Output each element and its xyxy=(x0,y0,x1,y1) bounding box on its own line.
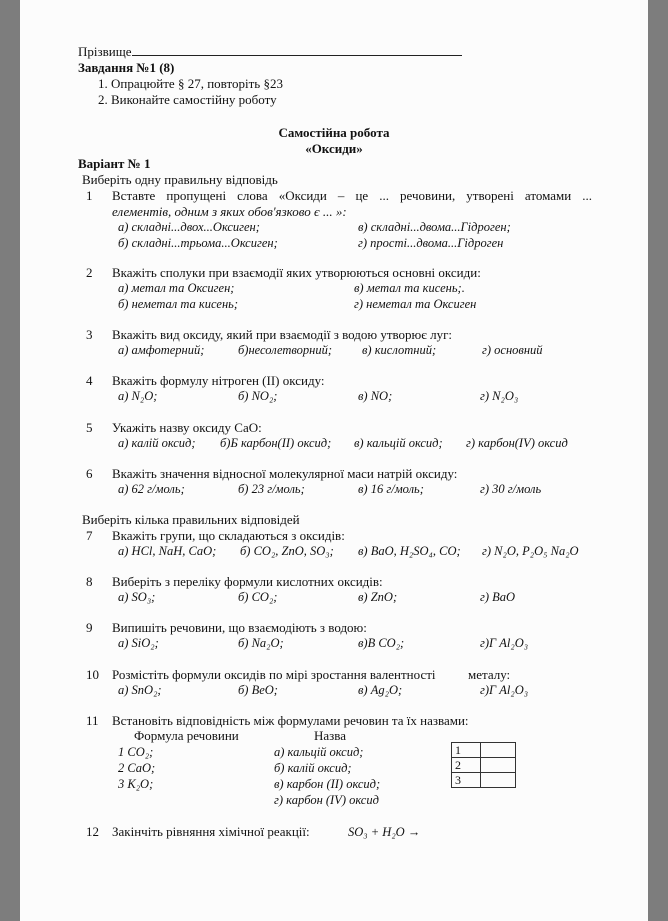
answer-option: а) метал та Оксиген; xyxy=(118,281,235,295)
answer-option: а) SO₃; xyxy=(118,590,156,604)
name-item: б) калій оксид; xyxy=(274,761,352,775)
answer-option: в) кислотний; xyxy=(362,343,437,357)
answer-option: а) HCl, NaH, CaO; xyxy=(118,544,217,558)
column-header-formula: Формула речовини xyxy=(134,728,239,743)
task-title: Завдання №1 (8) xyxy=(78,60,175,75)
work-title: Самостійна робота xyxy=(278,125,390,140)
answer-option: г) неметал та Оксиген xyxy=(354,297,477,311)
row-number: 3 xyxy=(452,773,481,788)
answer-option: г) BaO xyxy=(480,590,516,604)
answer-option: а) складні...двох...Оксиген; xyxy=(118,220,260,234)
answer-option: б)Б карбон(ІІ) оксид; xyxy=(220,436,332,450)
surname-label: Прізвище xyxy=(78,44,132,59)
answer-option: г)Г Al₂O₃ xyxy=(480,683,529,697)
question-text: Вкажіть вид оксиду, який при взаємодії з водою утворює луг: xyxy=(112,327,453,342)
table-row xyxy=(452,758,516,773)
question-number: 6 xyxy=(86,466,93,481)
question-number: 8 xyxy=(86,574,93,589)
table-row xyxy=(452,773,516,788)
answer-cell[interactable] xyxy=(481,758,516,773)
surname-blank xyxy=(132,44,462,56)
question-number: 7 xyxy=(86,528,93,543)
answer-option: в) 16 г/моль; xyxy=(358,482,424,496)
answer-option: а) SnO₂; xyxy=(118,683,162,697)
question-text-cont: елементів, одним з яких обов'язково є ... »: xyxy=(112,204,347,219)
formula-item: 3 K₂O; xyxy=(118,777,154,791)
formula-item: 2 CaO; xyxy=(118,761,156,775)
section-heading: Виберіть одну правильну відповідь xyxy=(82,172,278,187)
answer-option: в)В CO₂; xyxy=(358,636,405,650)
question-number: 3 xyxy=(86,327,93,342)
question-text: Вставте пропущені слова «Оксиди – це ... речовини, утворені атомами ... xyxy=(112,188,592,203)
question-number: 4 xyxy=(86,373,93,388)
question-text: Закінчіть рівняння хімічної реакції: xyxy=(112,824,310,839)
column-header-name: Назва xyxy=(314,728,347,743)
answer-option: б) CO₂; xyxy=(238,590,278,604)
answer-option: г) N₂O₃ xyxy=(480,389,519,403)
answer-option: а) 62 г/моль; xyxy=(118,482,185,496)
answer-option: в) Ag₂O; xyxy=(358,683,403,697)
question-text: Випишіть речовини, що взаємодіють з водою: xyxy=(112,620,367,635)
question-number: 11 xyxy=(86,713,99,728)
variant-title: Варіант № 1 xyxy=(78,156,151,171)
question-number: 2 xyxy=(86,265,93,280)
question-number: 5 xyxy=(86,420,93,435)
answer-option: в) BaO, H₂SO₄, CO; xyxy=(358,544,461,558)
question-number: 1 xyxy=(86,188,93,203)
question-number: 10 xyxy=(86,667,99,682)
answer-option: г) N₂O, P₂O₅ Na₂O xyxy=(482,544,579,558)
table-row xyxy=(452,743,516,758)
answer-option: а) калій оксид; xyxy=(118,436,196,450)
answer-option: в) NO; xyxy=(358,389,393,403)
name-item: в) карбон (ІІ) оксид; xyxy=(274,777,381,791)
question-text: Виберіть з переліку формули кислотних оксидів: xyxy=(112,574,383,589)
question-text: Укажіть назву оксиду CaO: xyxy=(112,420,262,435)
answer-option: б) Na₂O; xyxy=(238,636,284,650)
document-page xyxy=(20,0,648,921)
answer-option: а) SiO₂; xyxy=(118,636,159,650)
answer-option: г) основний xyxy=(482,343,543,357)
answer-option: г)Г Al₂O₃ xyxy=(480,636,529,650)
work-subtitle: «Оксиди» xyxy=(305,141,363,156)
answer-option: в) ZnO; xyxy=(358,590,398,604)
answer-option: б) BeO; xyxy=(238,683,278,697)
answer-option: в) метал та кисень;. xyxy=(354,281,465,295)
question-text: Вкажіть групи, що складаються з оксидів: xyxy=(112,528,345,543)
answer-cell[interactable] xyxy=(481,743,516,758)
answer-option: б) неметал та кисень; xyxy=(118,297,239,311)
question-text: Вкажіть сполуки при взаємодії яких утворюються основні оксиди: xyxy=(112,265,481,280)
answer-option: б) NO₂; xyxy=(238,389,278,403)
answer-cell[interactable] xyxy=(481,773,516,788)
row-number: 2 xyxy=(452,758,481,773)
name-item: а) кальцій оксид; xyxy=(274,745,364,759)
answer-option: г) карбон(IV) оксид xyxy=(466,436,568,450)
answer-option: б) 23 г/моль; xyxy=(238,482,305,496)
reaction-equation: SO₃ + H₂O → xyxy=(348,825,421,839)
question-text-tail: металу: xyxy=(468,667,511,682)
answer-option: а) амфотерний; xyxy=(118,343,205,357)
question-number: 12 xyxy=(86,824,99,839)
name-item: г) карбон (IV) оксид xyxy=(274,793,379,807)
row-number: 1 xyxy=(452,743,481,758)
task-item: 1. Опрацюйте § 27, повторіть §23 xyxy=(98,76,283,91)
question-text: Розмістіть формули оксидів по мірі зростання валентності xyxy=(112,667,436,682)
formula-item: 1 CO₂; xyxy=(118,745,154,759)
question-text: Вкажіть формулу нітроген (ІІ) оксиду: xyxy=(112,373,325,388)
section-heading: Виберіть кілька правильних відповідей xyxy=(82,512,300,527)
answer-option: а) N₂O; xyxy=(118,389,158,403)
answer-option: г) 30 г/моль xyxy=(480,482,542,496)
answer-option: г) прості...двома...Гідроген xyxy=(358,236,504,250)
question-text: Встановіть відповідність між формулами речовин та їх назвами: xyxy=(112,713,469,728)
answer-option: б)несолетворний; xyxy=(238,343,333,357)
answer-table xyxy=(451,742,516,788)
answer-option: в) складні...двома...Гідроген; xyxy=(358,220,511,234)
question-number: 9 xyxy=(86,620,93,635)
answer-option: б) CO₂, ZnO, SO₃; xyxy=(240,544,334,558)
question-text: Вкажіть значення відносної молекулярної маси натрій оксиду: xyxy=(112,466,458,481)
answer-option: б) складні...трьома...Оксиген; xyxy=(118,236,278,250)
answer-option: в) кальцій оксид; xyxy=(354,436,443,450)
surname-line xyxy=(78,44,462,60)
task-item: 2. Виконайте самостійну роботу xyxy=(98,92,277,107)
